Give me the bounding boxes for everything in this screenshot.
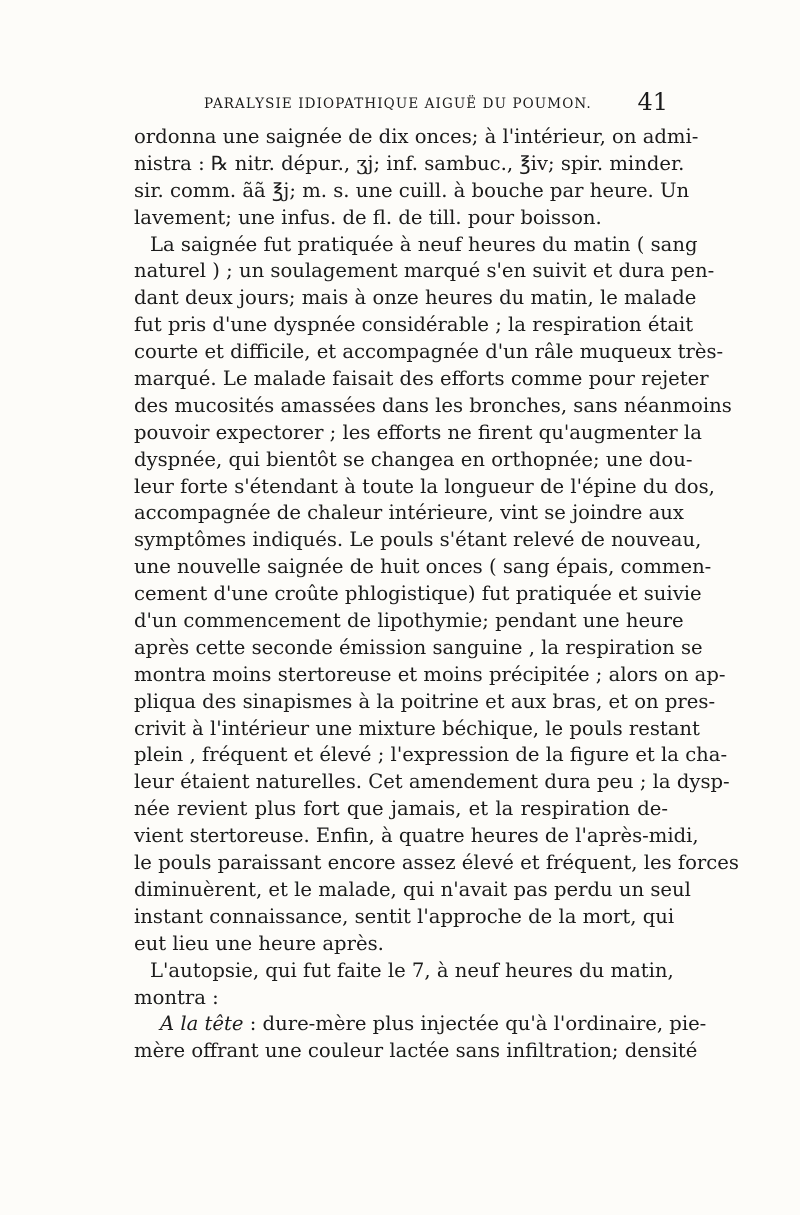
text-line: crivit à l'intérieur une mixture béchique, le pouls restant	[134, 716, 700, 740]
text-line: montra :	[134, 985, 219, 1009]
text-line: cement d'une croûte phlogistique) fut pratiquée et suivie	[134, 582, 702, 606]
text-line: L'autopsie, qui fut faite le 7, à neuf heures du matin,	[150, 958, 674, 982]
text-line: d'un commencement de lipothymie; pendant une heure	[134, 609, 684, 633]
text-line: ordonna une saignée de dix onces; à l'intérieur, on admi-	[134, 125, 699, 148]
section-heading-italic: A la tête	[160, 1012, 244, 1036]
page-header	[168, 88, 668, 118]
text-line: eut lieu une heure après.	[134, 931, 384, 955]
text-line: La saignée fut pratiquée à neuf heures du matin ( sang	[150, 232, 698, 256]
text-line: sir. comm. ãã ℥j; m. s. une cuill. à bouche par heure. Un	[134, 178, 690, 202]
text-line: pouvoir expectorer ; les efforts ne firent qu'augmenter la	[134, 420, 702, 444]
text-line: accompagnée de chaleur intérieure, vint se joindre aux	[134, 501, 684, 525]
text-line: leur forte s'étendant à toute la longueur de l'épine du dos,	[134, 474, 715, 498]
text-line: diminuèrent, et le malade, qui n'avait pas perdu un seul	[134, 877, 691, 901]
text-line: leur étaient naturelles. Cet amendement dura peu ; la dysp-	[134, 770, 730, 794]
text-line: lavement; une infus. de fl. de till. pour boisson.	[134, 205, 602, 229]
text-line: une nouvelle saignée de huit onces ( sang épais, commen-	[134, 555, 712, 579]
text-line	[134, 1011, 707, 1038]
text-line: symptômes indiqués. Le pouls s'étant relevé de nouveau,	[134, 528, 702, 552]
text-line: instant connaissance, sentit l'approche de la mort, qui	[134, 904, 675, 928]
page-number: 41	[637, 88, 668, 116]
text-line: mère offrant une couleur lactée sans infiltration; densité	[134, 1039, 698, 1063]
text-line: dant deux jours; mais à onze heures du matin, le malade	[134, 286, 697, 310]
text-line: montra moins stertoreuse et moins précipitée ; alors on ap-	[134, 662, 726, 686]
body-text	[134, 124, 739, 1065]
text-line: née revient plus fort que jamais, et la respiration de-	[134, 797, 668, 821]
text-line: fut pris d'une dyspnée considérable ; la respiration était	[134, 313, 694, 337]
text-line: pliqua des sinapismes à la poitrine et aux bras, et on pres-	[134, 689, 716, 713]
text-line: le pouls paraissant encore assez élevé et fréquent, les forces	[134, 851, 739, 875]
text-line: nistra : ℞ nitr. dépur., ʒj; inf. sambuc., ℥iv; spir. minder.	[134, 151, 685, 175]
text-line: courte et difficile, et accompagnée d'un râle muqueux très-	[134, 340, 724, 364]
text-line: naturel ) ; un soulagement marqué s'en suivit et dura pen-	[134, 259, 715, 283]
text-run: : dure-mère plus injectée qu'à l'ordinaire, pie-	[243, 1012, 707, 1036]
text-line: après cette seconde émission sanguine , la respiration se	[134, 635, 703, 659]
text-line: plein , fréquent et élevé ; l'expression de la figure et la cha-	[134, 743, 728, 767]
text-line: vient stertoreuse. Enfin, à quatre heures de l'après-midi,	[134, 824, 699, 848]
running-title: PARALYSIE IDIOPATHIQUE AIGUË DU POUMON.	[204, 96, 592, 112]
text-line: dyspnée, qui bientôt se changea en orthopnée; une dou-	[134, 447, 693, 471]
text-line: marqué. Le malade faisait des efforts comme pour rejeter	[134, 367, 709, 391]
text-line: des mucosités amassées dans les bronches, sans néanmoins	[134, 393, 732, 417]
